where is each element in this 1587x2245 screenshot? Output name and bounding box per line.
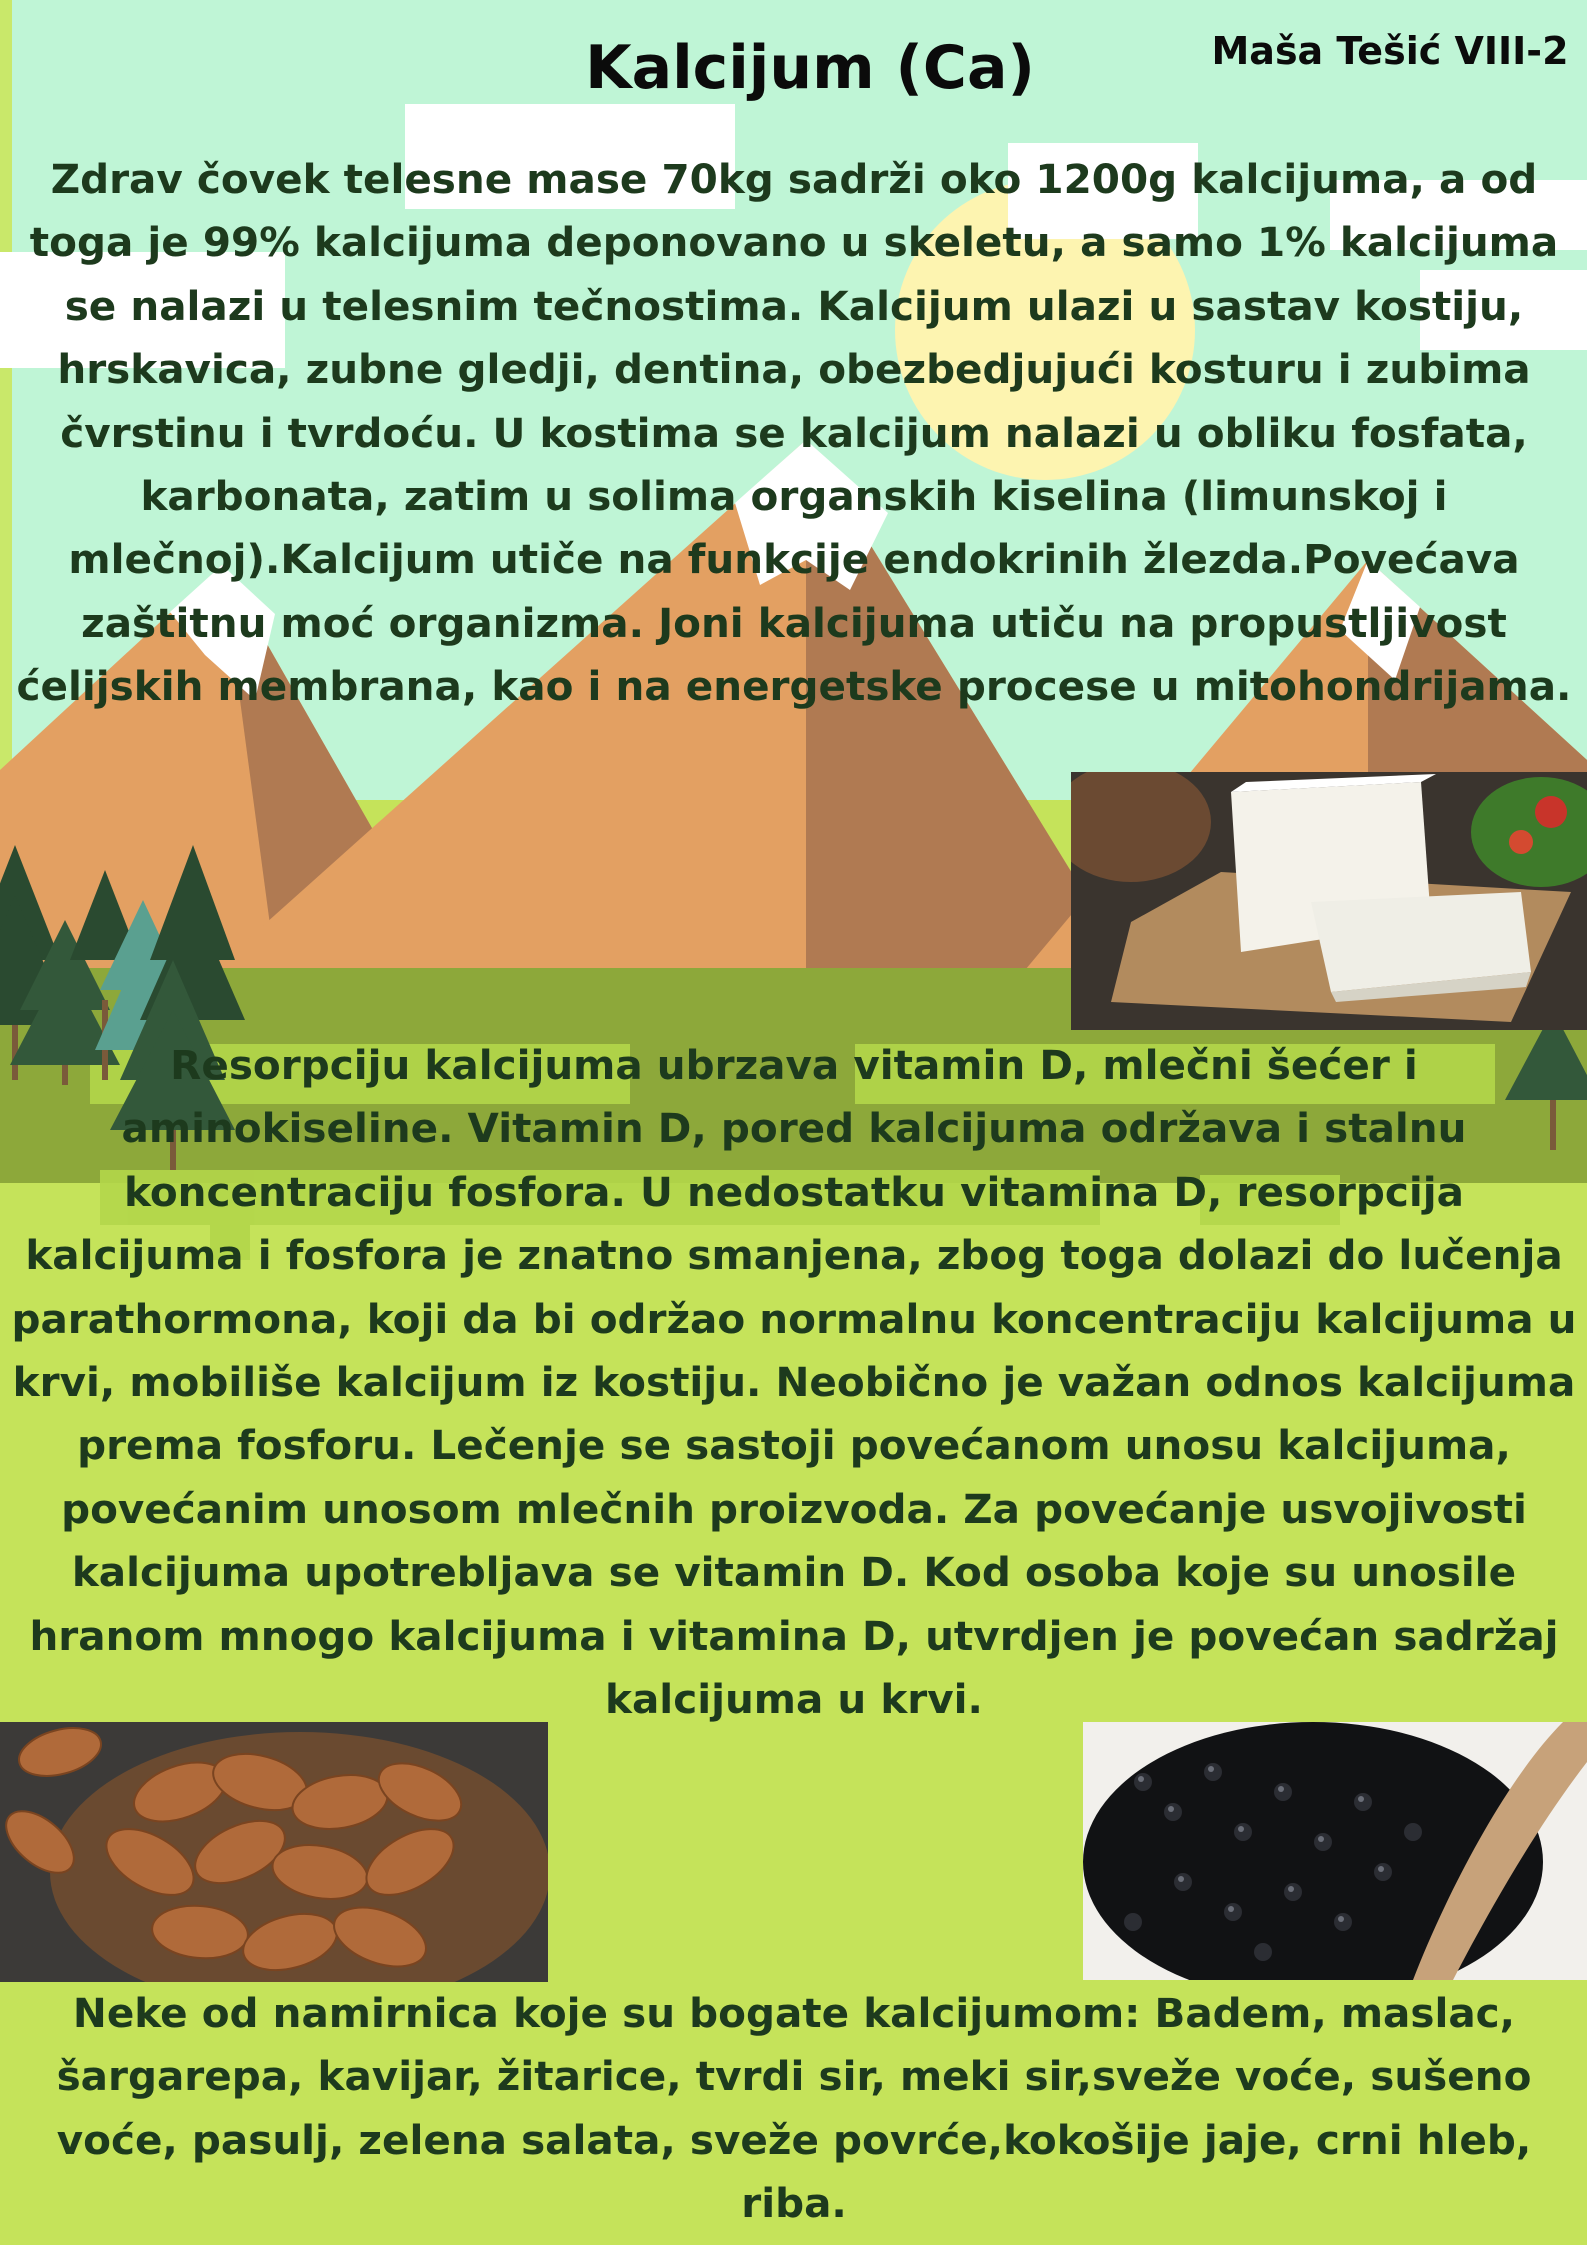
author-label: Maša Tešić VIII-2 [1211, 29, 1569, 73]
foods-paragraph: Neke od namirnica koje su bogate kalcijumom: Badem, maslac, šargarepa, kavijar, žitarice, tvrdi sir, meki sir,sveže voće, sušeno voće, pasulj, zelena salata, sveže povrće,kokošije jaje, crni hleb, riba. [56, 1989, 1532, 2228]
vitamin-d-paragraph: Resorpciju kalcijuma ubrzava vitamin D, mlečni šećer i aminokiseline. Vitamin D, pored kalcijuma održava i stalnu koncentraciju fosfora. U nedostatku vitamina D, resorpcija kalcijuma i fosfora je znatno smanjena, zbog toga dolazi do lučenja parathormona, koji da bi održao normalnu koncentraciju kalcijuma u krvi, mobiliše kalcijum iz kostiju. Neobično je važan odnos kalcijuma prema fosforu. Lečenje se sastoji povećanom unosu kalcijuma, povećanim unosom mlečnih proizvoda. Za povećanje usvojivosti kalcijuma upotrebljava se vitamin D. Kod osoba koje su unosile hranom mnogo kalcijuma i vitamina D, utvrdjen je povećan sadržaj kalcijuma u krvi. [11, 1041, 1577, 1724]
page-title: Kalcijum (Ca) [585, 33, 1035, 103]
almonds-photo [0, 1722, 548, 1982]
caviar-photo [1083, 1722, 1587, 1980]
cheese-photo [1071, 772, 1587, 1030]
intro-paragraph: Zdrav čovek telesne mase 70kg sadrži oko 1200g kalcijuma, a od toga je 99% kalcijuma deponovano u skeletu, a samo 1% kalcijuma se nalazi u telesnim tečnostima. Kalcijum ulazi u sastav kostiju, hrskavica, zubne gledji, dentina, obezbedjujući kosturu i zubima čvrstinu i tvrdoću. U kostima se kalcijum nalazi u obliku fosfata, karbonata, zatim u solima organskih kiselina (limunskoj i mlečnoj).Kalcijum utiče na funkcije endokrinih žlezda.Povećava zaštitnu moć organizma. Joni kalcijuma utiču na propustljivost ćelijskih membrana, kao i na energetske procese u mitohondrijama. [16, 155, 1572, 711]
